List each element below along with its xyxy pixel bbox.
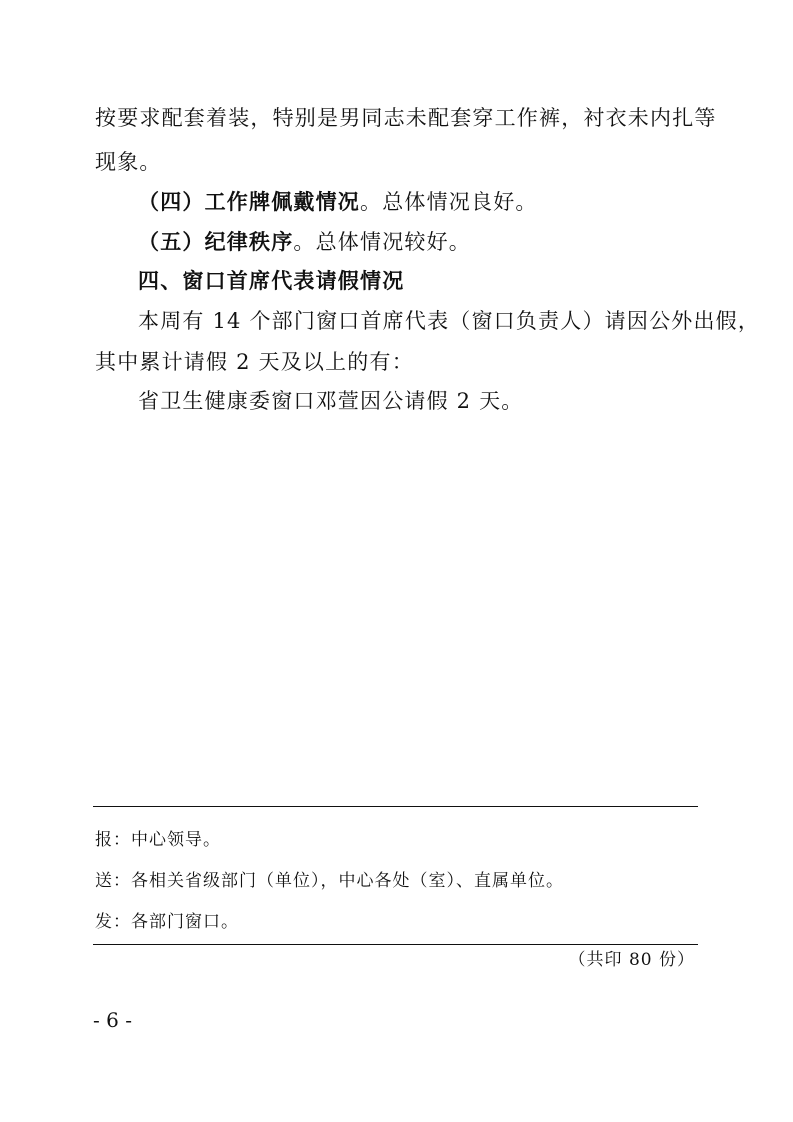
item-4-heading: （四）工作牌佩戴情况: [138, 189, 360, 214]
item-4: [138, 188, 538, 216]
print-copies: （共印 80 份）: [568, 950, 695, 970]
para-1-line-2: 其中累计请假 2 天及以上的有：: [95, 350, 414, 374]
section-4-heading: 四、窗口首席代表请假情况: [138, 268, 405, 293]
para-2: 省卫生健康委窗口邓萱因公请假 2 天。: [138, 389, 524, 413]
item-4-text: 。总体情况良好。: [360, 190, 538, 214]
distribution-bottom-rule: [93, 944, 698, 945]
body-line-2: 现象。: [95, 150, 162, 174]
body-line-1: 按要求配套着装，特别是男同志未配套穿工作裤，衬衣未内扎等: [95, 106, 717, 130]
page-number: - 6 -: [93, 1008, 132, 1032]
item-5-heading: （五）纪律秩序: [138, 229, 294, 254]
item-5: [138, 228, 471, 256]
send-to: 送：各相关省级部门（单位），中心各处（室）、直属单位。: [95, 871, 564, 891]
distribution-top-rule: [93, 806, 698, 807]
para-1-line-1: 本周有 14 个部门窗口首席代表（窗口负责人）请因公外出假，: [138, 309, 761, 333]
report-to: 报：中心领导。: [95, 830, 221, 850]
item-5-text: 。总体情况较好。: [293, 230, 472, 254]
issue-to: 发：各部门窗口。: [95, 912, 239, 932]
